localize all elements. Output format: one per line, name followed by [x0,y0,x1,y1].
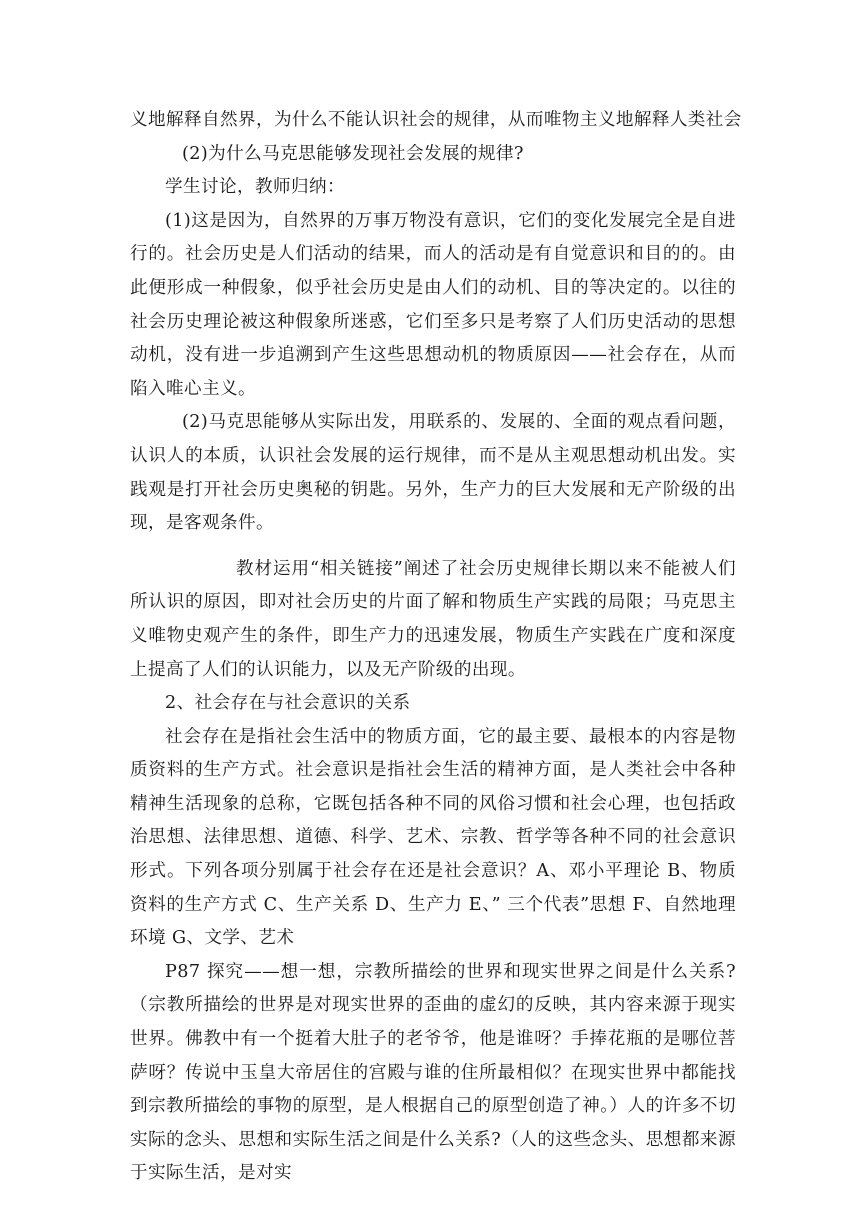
document-body [130,104,742,1191]
answer-paragraph-1: (1)这是因为，自然界的万事万物没有意识，它们的变化发展完全是自进行的。社会历史是人们活动的结果，而人的活动是有自觉意识和目的的。由此便形成一种假象，似乎社会历史是由人们的动机、目的等决定的。以往的社会历史理论被这种假象所迷惑，它们至多只是考察了人们历史活动的思想动机，没有进一步追溯到产生这些思想动机的物质原因——社会存在，从而陷入唯心主义。 [130,210,736,399]
question-heading: (2)为什么马克思能够发现社会发展的规律? [182,143,524,164]
body-paragraph-explore: P87 探究——想一想，宗教所描绘的世界和现实世界之间是什么关系?（宗教所描绘的世界是对现实世界的歪曲的虚幻的反映，其内容来源于现实世界。佛教中有一个挺着大肚子的老爷爷，他是谁呀？手捧花瓶的是哪位菩萨呀？传说中玉皇大帝居住的宫殿与谁的住所最相似？在现实世界中都能找到宗教所描绘的事物的原型，是人根据自己的原型创造了神。）人的许多不切实际的念头、思想和实际生活之间是什么关系?（人的这些念头、思想都来源于实际生活，是对实 [130,961,736,1184]
paragraph-continuation: 义地解释自然界，为什么不能认识社会的规律，从而唯物主义地解释人类社会 [130,110,742,130]
textbook-note-paragraph: 教材运用“相关链接”阐述了社会历史规律长期以来不能被人们所认识的原因，即对社会历史的片面了解和物质生产实践的局限；马克思主义唯物史观产生的条件，即生产力的迅速发展，物质生产实践在广度和深度上提高了人们的认识能力，以及无产阶级的出现。 [130,558,736,680]
body-paragraph-social-existence: 社会存在是指社会生活中的物质方面，它的最主要、最根本的内容是物质资料的生产方式。社会意识是指社会生活的精神方面，是人类社会中各种精神生活现象的总称，它既包括各种不同的风俗习惯和社会心理，也包括政治思想、法律思想、道德、科学、艺术、宗教、哲学等各种不同的社会意识形式。下列各项分别属于社会存在还是社会意识？A、邓小平理论 B、物质资料的生产方式 C、生产关系 D、生产力 E、” 三个代表”思想 F、自然地理环境 G、文学、艺术 [130,726,736,949]
section-heading: 2、社会存在与社会意识的关系 [165,693,411,714]
answer-paragraph-2: (2)马克思能够从实际出发，用联系的、发展的、全面的观点看问题，认识人的本质，认识社会发展的运行规律，而不是从主观思想动机出发。实践观是打开社会历史奥秘的钥匙。另外，生产力的巨大发展和无产阶级的出现，是客观条件。 [130,412,736,534]
discussion-note: 学生讨论，教师归纳： [165,177,345,198]
